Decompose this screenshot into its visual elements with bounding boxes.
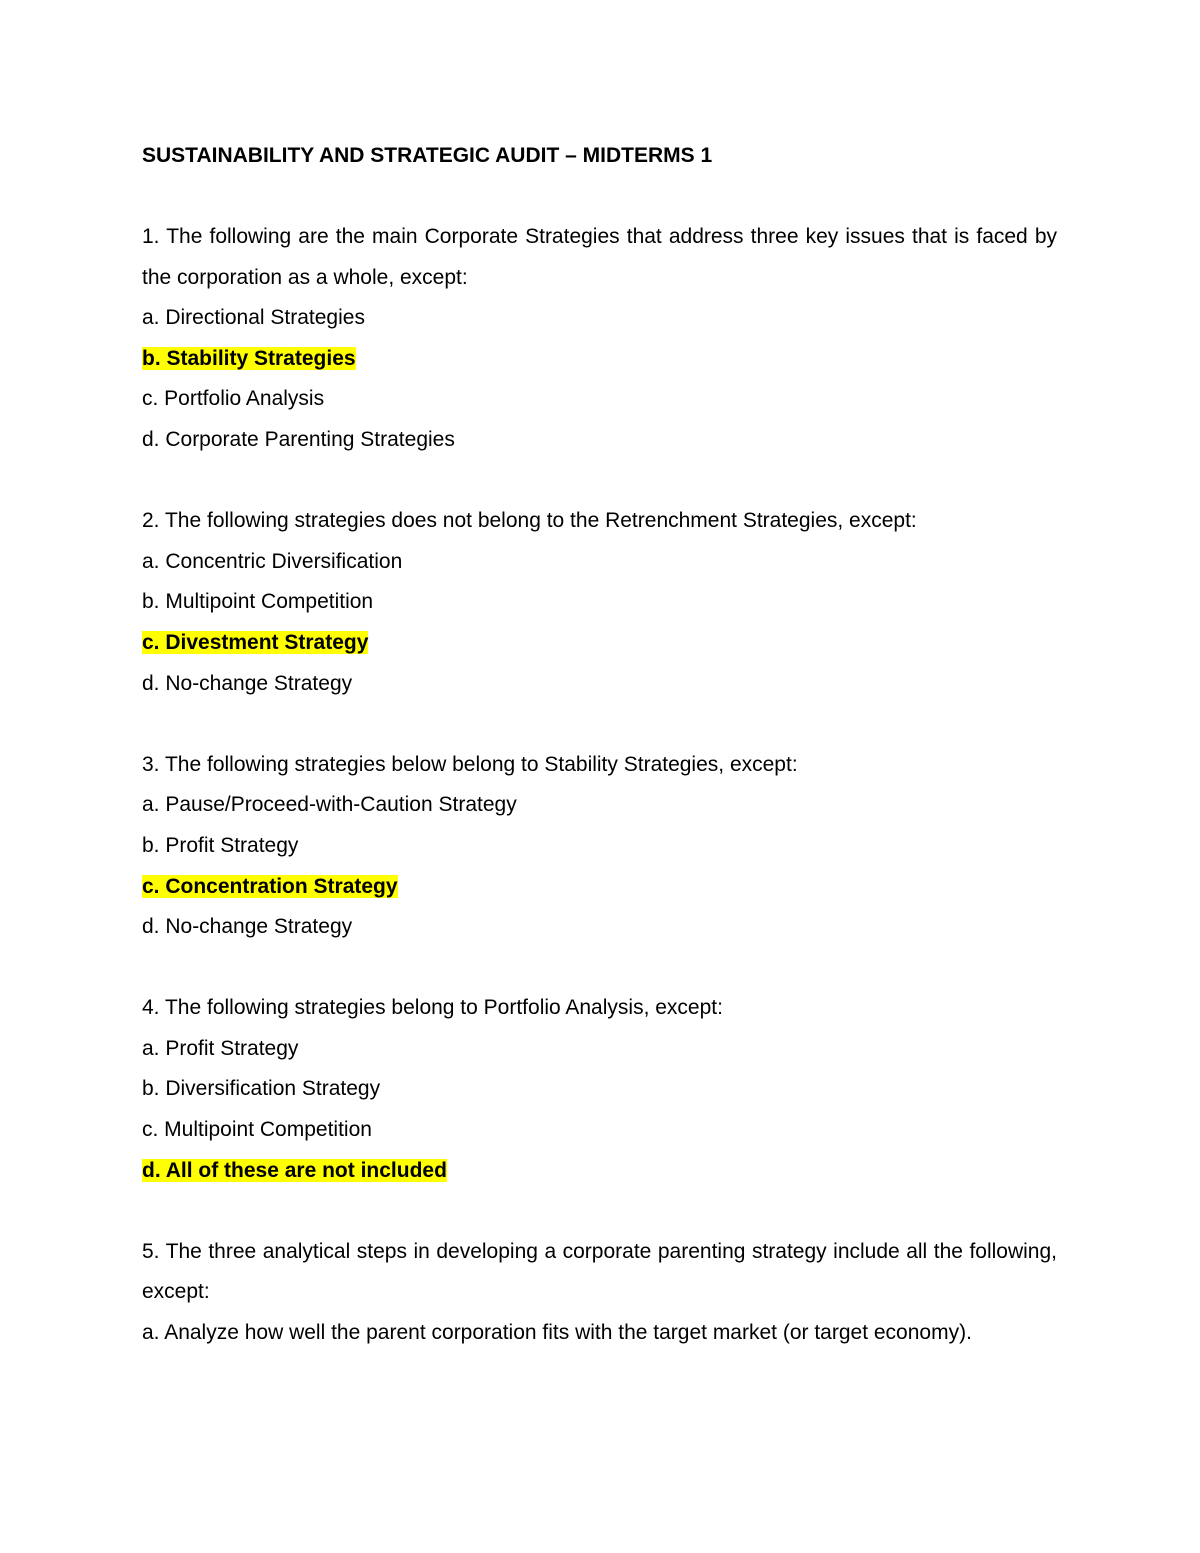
option-c: c. Multipoint Competition <box>142 1118 372 1142</box>
answer-highlight: d. All of these are not included <box>142 1158 447 1182</box>
option-c-correct <box>142 867 1057 908</box>
question-gap <box>142 948 1057 989</box>
question-gap <box>142 461 1057 502</box>
question-5 <box>142 1232 1057 1354</box>
option-d: d. No-change Strategy <box>142 915 353 939</box>
question-gap <box>142 704 1057 745</box>
option-a: a. Pause/Proceed-with-Caution Strategy <box>142 793 517 817</box>
option-d: d. Corporate Parenting Strategies <box>142 427 455 451</box>
option-b: b. Multipoint Competition <box>142 590 374 614</box>
option-a: a. Concentric Diversification <box>142 549 403 573</box>
option-d: d. No-change Strategy <box>142 671 353 695</box>
question-stem: 1. The following are the main Corporate Strategies that address three key issues that is faced by the corporation as a whole, except: <box>142 225 1057 289</box>
question-3 <box>142 745 1057 948</box>
question-4 <box>142 988 1057 1191</box>
question-1 <box>142 217 1057 461</box>
option-a: a. Directional Strategies <box>142 306 365 330</box>
document-title: SUSTAINABILITY AND STRATEGIC AUDIT – MIDTERMS 1 <box>142 144 713 167</box>
option-c: c. Portfolio Analysis <box>142 387 325 411</box>
answer-highlight: c. Concentration Strategy <box>142 874 398 898</box>
option-a: a. Profit Strategy <box>142 1036 299 1060</box>
question-stem: 2. The following strategies does not belong to the Retrenchment Strategies, except: <box>142 509 917 533</box>
answer-highlight: b. Stability Strategies <box>142 346 356 370</box>
question-stem: 5. The three analytical steps in developing a corporate parenting strategy include all the following, except: <box>142 1239 1057 1304</box>
question-stem: 3. The following strategies below belong to Stability Strategies, except: <box>142 752 798 776</box>
option-b-correct <box>142 339 1057 380</box>
option-c-correct <box>142 623 1057 664</box>
question-stem: 4. The following strategies belong to Portfolio Analysis, except: <box>142 996 723 1020</box>
document-page <box>142 136 1057 1354</box>
option-b: b. Diversification Strategy <box>142 1077 381 1101</box>
option-b: b. Profit Strategy <box>142 833 299 857</box>
question-gap <box>142 1191 1057 1232</box>
option-d-correct <box>142 1151 1057 1192</box>
question-2 <box>142 501 1057 704</box>
answer-highlight: c. Divestment Strategy <box>142 630 369 654</box>
title-gap <box>142 176 1057 217</box>
option-a: a. Analyze how well the parent corporation fits with the target market (or target economy). <box>142 1321 972 1345</box>
